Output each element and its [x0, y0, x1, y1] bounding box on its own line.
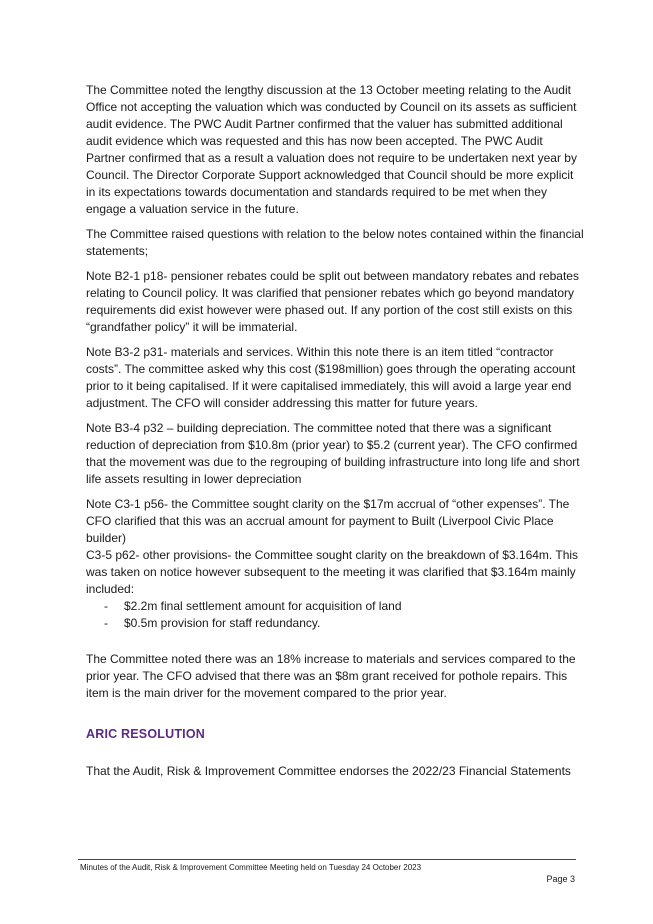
resolution-text: That the Audit, Risk & Improvement Committee endorses the 2022/23 Financial Statements: [86, 764, 571, 778]
paragraph-questions-intro: The Committee raised questions with relation to the below notes contained within the financial statements;: [86, 227, 584, 258]
paragraph-materials-increase: The Committee noted there was an 18% increase to materials and services compared to the prior year. The CFO advised that there was an $8m grant received for pothole repairs. This item is the main driver for the movement compared to the prior year.: [86, 652, 576, 700]
paragraph-note-b2-1: Note B2-1 p18- pensioner rebates could be split out between mandatory rebates and rebates relating to Council policy. It was clarified that pensioner rebates which go beyond mandatory requirements did exist however were phased out. If any portion of the cost still exists on this “grandfather policy” it will be immaterial.: [86, 269, 579, 334]
footer-caption: Minutes of the Audit, Risk & Improvement Committee Meeting held on Tuesday 24 October 2023: [80, 863, 422, 872]
provisions-list: [86, 598, 584, 632]
resolution-heading: ARIC RESOLUTION: [86, 727, 205, 741]
paragraph-valuation: The Committee noted the lengthy discussion at the 13 October meeting relating to the Audit Office not accepting the valuation which was conducted by Council on its assets as sufficient audit evidence. The PWC Audit Partner confirmed that the valuer has submitted additional audit evidence which was requested and this has now been accepted. The PWC Audit Partner confirmed that as a result a valuation does not require to be undertaken next year by Council. The Director Corporate Support acknowledged that Council should be more explicit in its expectations towards documentation and standards required to be met when they engage a valuation service in the future.: [86, 83, 577, 216]
page-number: Page 3: [546, 874, 575, 884]
page-body: [86, 82, 584, 788]
paragraph-note-b3-2: Note B3-2 p31- materials and services. Within this note there is an item titled “contractor costs”. The committee asked why this cost ($198million) goes through the operating account prior to it being capitalised. If it were capitalised immediately, this will avoid a large year end adjustment. The CFO will consider addressing this matter for future years.: [86, 345, 576, 410]
list-marker: -: [104, 599, 108, 613]
list-marker: -: [104, 616, 108, 630]
list-item: [86, 615, 584, 632]
spacer: [86, 632, 584, 651]
paragraph-note-c3-1: Note C3-1 p56- the Committee sought clarity on the $17m accrual of “other expenses”. The CFO clarified that this was an accrual amount for payment to Built (Liverpool Civic Place builder): [86, 497, 570, 545]
paragraph-note-b3-4: Note B3-4 p32 – building depreciation. The committee noted that there was a significant reduction of depreciation from $10.8m (prior year) to $5.2 (current year). The CFO confirmed that the movement was due to the regrouping of building infrastructure into long life and short life assets resulting in lower depreciation: [86, 421, 580, 486]
list-item-text: $0.5m provision for staff redundancy.: [124, 616, 321, 630]
paragraph-note-c3-5: C3-5 p62- other provisions- the Committee sought clarity on the breakdown of $3.164m. This was taken on notice however subsequent to the meeting it was clarified that $3.164m mainly included:: [86, 548, 579, 596]
list-item: [86, 598, 584, 615]
footer-divider: [78, 859, 576, 860]
list-item-text: $2.2m final settlement amount for acquisition of land: [124, 599, 402, 613]
